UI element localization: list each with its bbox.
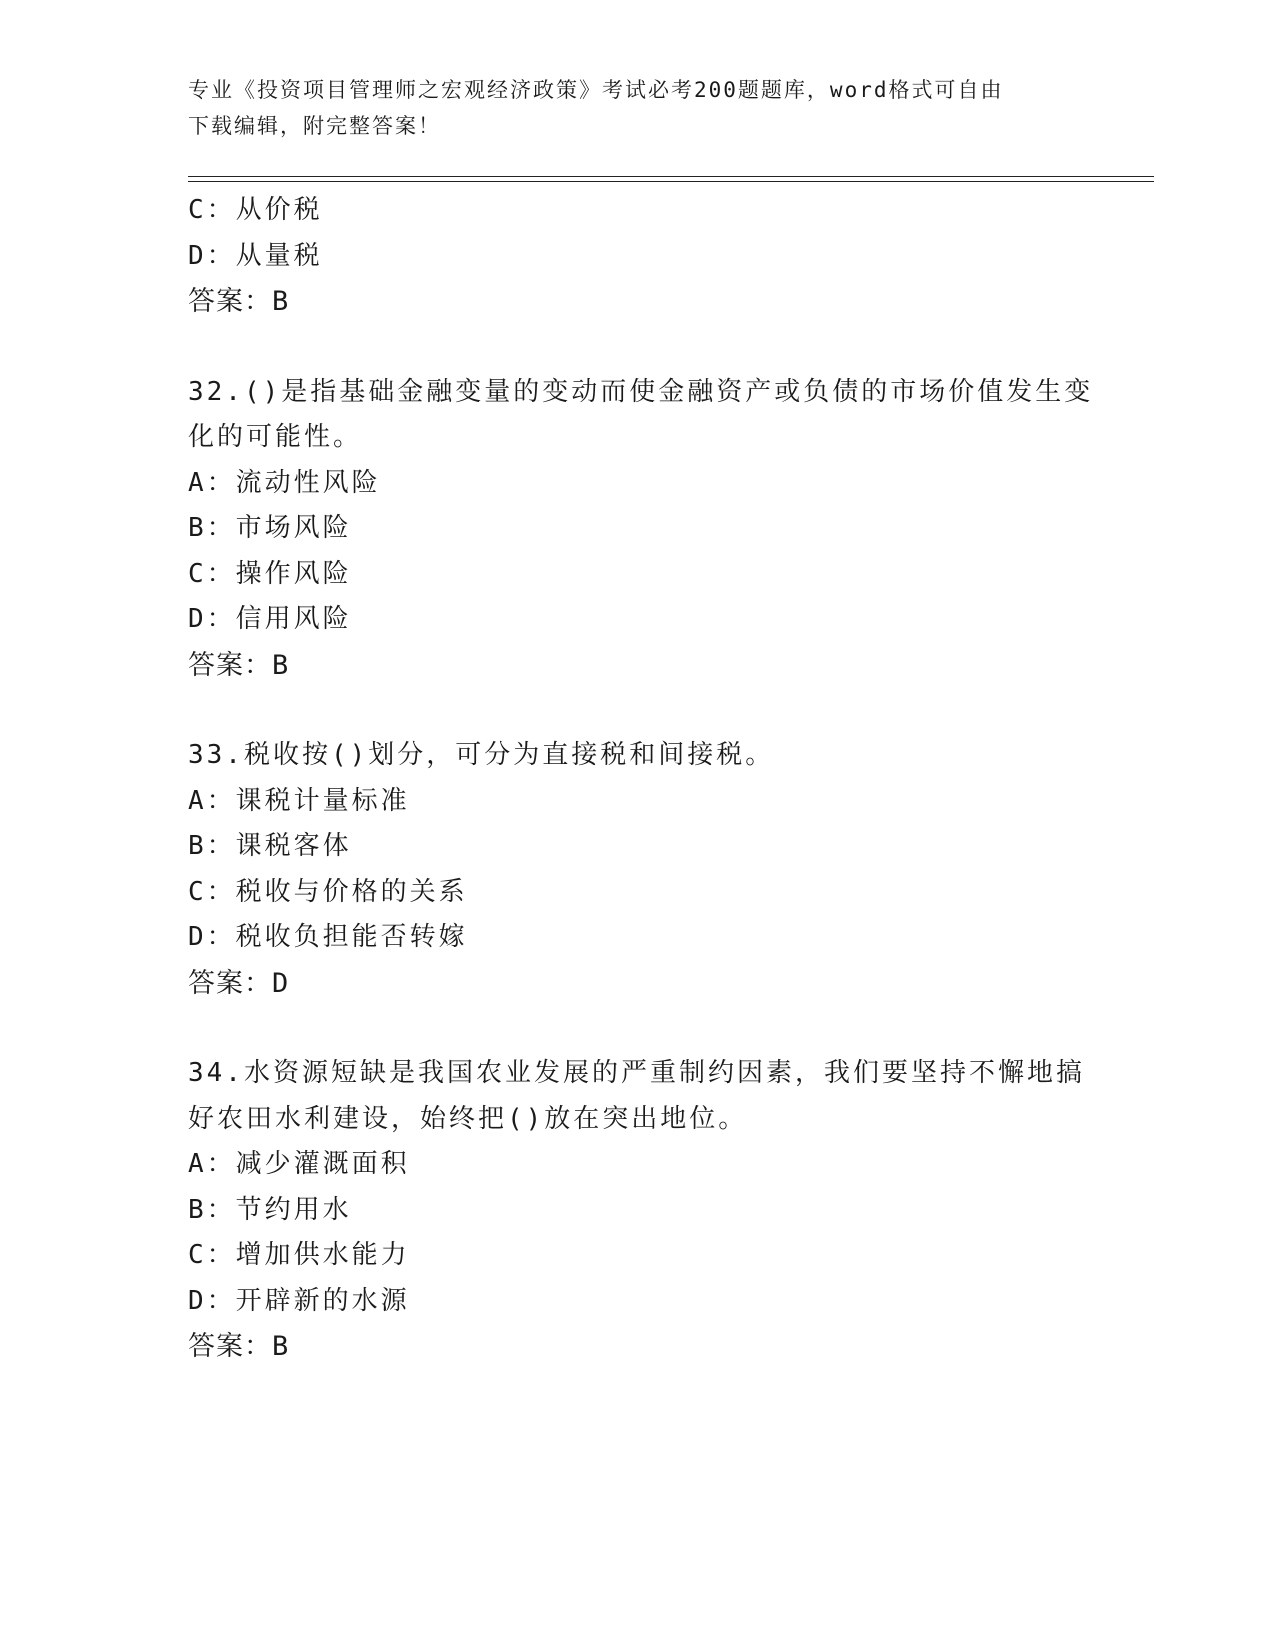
option-d: D：税收负担能否转嫁: [188, 922, 468, 952]
header-divider-bottom: [188, 181, 1154, 182]
option-a: A：流动性风险: [188, 467, 381, 498]
question-text-line: 33.税收按()划分，可分为直接税和间接税。: [188, 740, 775, 770]
header-line-1: 专业《投资项目管理师之宏观经济政策》考试必考200题题库，word格式可自由: [188, 78, 1004, 102]
answer-line: 答案：B: [188, 649, 290, 681]
option-c: C：税收与价格的关系: [188, 876, 468, 907]
question-text-line: 32.()是指基础金融变量的变动而使金融资产或负债的市场价值发生变: [188, 376, 1094, 407]
question-text-line: 好农田水利建设，始终把()放在突出地位。: [188, 1103, 748, 1134]
option-d: D：信用风险: [188, 604, 352, 634]
option-a: A：减少灌溉面积: [188, 1149, 410, 1179]
question-34: [188, 1051, 1088, 1370]
option-c: C：增加供水能力: [188, 1240, 410, 1270]
question-text-line: 化的可能性。: [188, 422, 363, 452]
answer-line: 答案：D: [188, 967, 290, 999]
spacer: [188, 1006, 1088, 1051]
document-body: [188, 188, 1094, 1370]
option-b: B：节约用水: [188, 1194, 352, 1225]
header-divider-top: [188, 176, 1154, 177]
option-a: A：课税计量标准: [188, 785, 410, 816]
spacer: [188, 688, 1088, 733]
header-line-2: 下载编辑，附完整答案！: [188, 114, 441, 138]
option-b: B：市场风险: [188, 513, 352, 543]
continued-question: [188, 188, 1088, 325]
option-b: B：课税客体: [188, 831, 352, 861]
answer-line: 答案：B: [188, 286, 290, 317]
question-text-line: 34.水资源短缺是我国农业发展的严重制约因素，我们要坚持不懈地搞: [188, 1058, 1085, 1088]
question-32: [188, 370, 1094, 689]
option-c: C：从价税: [188, 195, 323, 225]
document-header: [188, 72, 1068, 144]
option-d: D：开辟新的水源: [188, 1285, 410, 1316]
option-c: C：操作风险: [188, 558, 352, 589]
spacer: [188, 325, 1088, 370]
question-33: [188, 733, 1088, 1006]
option-d: D：从量税: [188, 240, 323, 271]
answer-line: 答案：B: [188, 1331, 290, 1362]
